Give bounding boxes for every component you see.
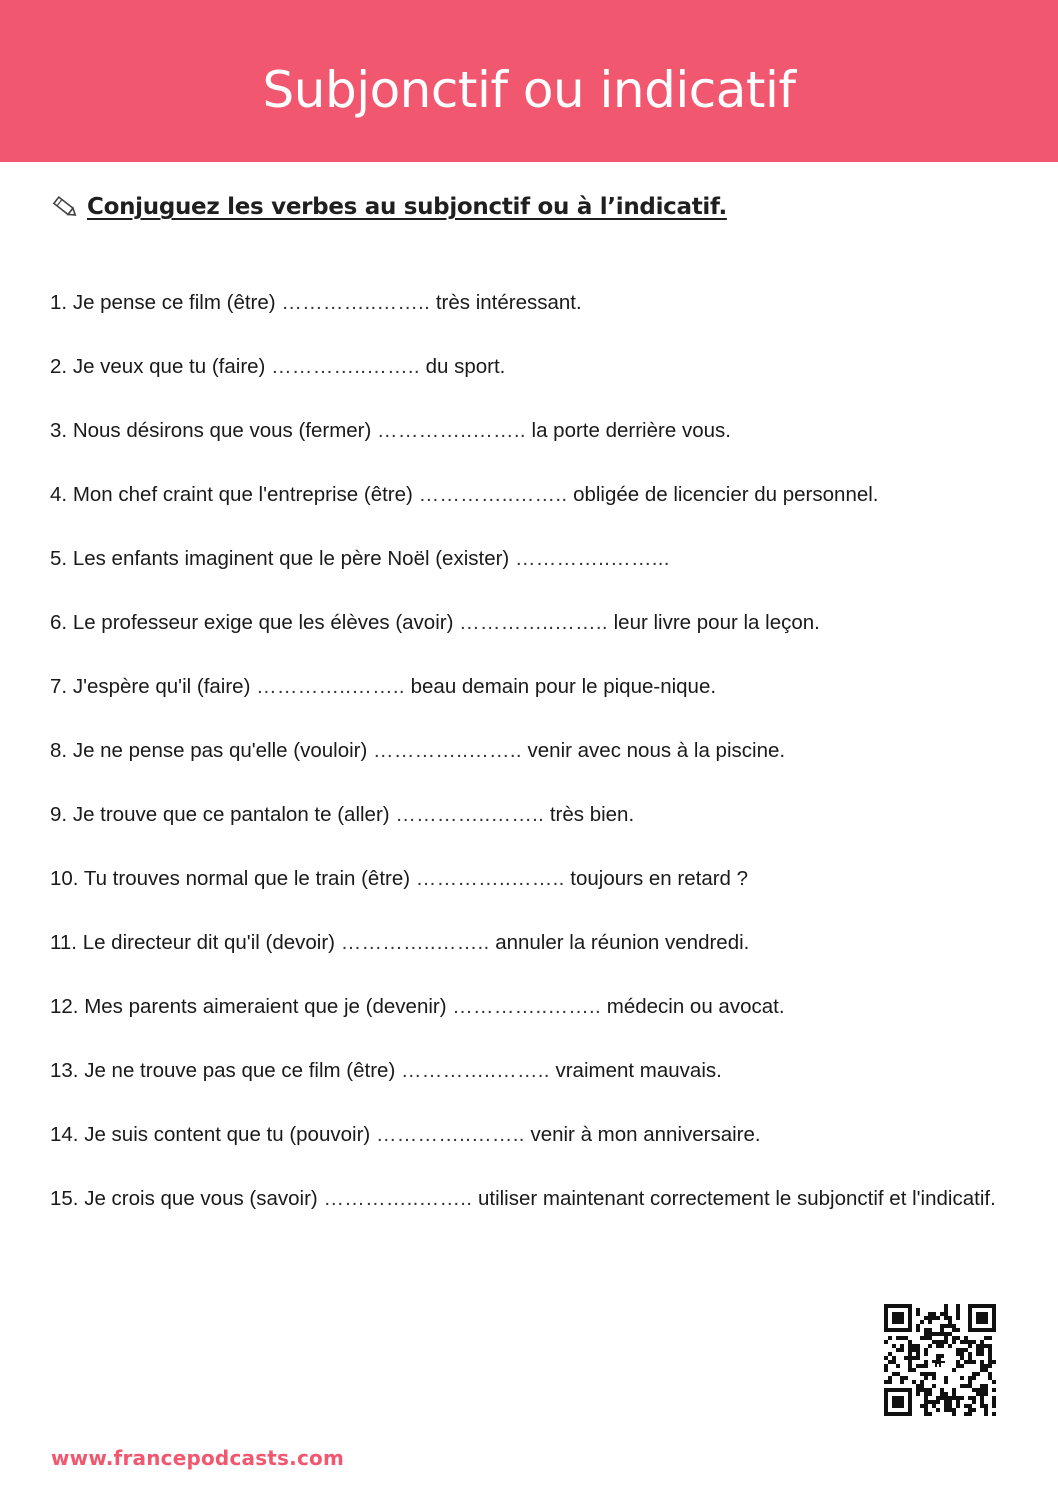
answer-blank[interactable]: …………..…….. bbox=[400, 1059, 550, 1082]
exercise-number: 14. bbox=[50, 1123, 79, 1146]
exercise-prompt: Je pense ce film (être) bbox=[72, 291, 276, 314]
qr-code-icon[interactable] bbox=[884, 1304, 996, 1416]
exercise-item bbox=[50, 538, 1015, 602]
exercise-continuation: du sport. bbox=[425, 355, 506, 378]
answer-blank[interactable]: …………..…….. bbox=[395, 803, 545, 826]
exercise-number: 2. bbox=[50, 355, 68, 378]
exercise-item bbox=[50, 794, 1015, 858]
answer-blank[interactable]: …………..……... bbox=[514, 547, 670, 570]
exercise-continuation: venir avec nous à la piscine. bbox=[527, 739, 786, 762]
exercise-prompt: Mes parents aimeraient que je (devenir) bbox=[84, 995, 447, 1018]
exercise-continuation: annuler la réunion vendredi. bbox=[495, 931, 750, 954]
answer-blank[interactable]: …………..…….. bbox=[459, 611, 608, 634]
exercise-item bbox=[50, 1050, 1015, 1114]
answer-blank[interactable]: …………..…….. bbox=[256, 675, 405, 698]
exercise-number: 5. bbox=[50, 547, 68, 570]
exercise-number: 11. bbox=[50, 931, 77, 954]
exercise-prompt: Le directeur dit qu'il (devoir) bbox=[82, 931, 335, 954]
answer-blank[interactable]: …………..…….. bbox=[373, 739, 522, 762]
exercise-item bbox=[50, 602, 1015, 666]
exercise-item bbox=[50, 922, 1015, 986]
page-title: Subjonctif ou indicatif bbox=[262, 61, 796, 119]
answer-blank[interactable]: …………..…….. bbox=[418, 483, 568, 506]
exercise-number: 10. bbox=[50, 867, 79, 890]
exercise-prompt: Je ne pense pas qu'elle (vouloir) bbox=[72, 739, 368, 762]
exercise-item bbox=[50, 474, 1015, 538]
exercise-continuation: toujours en retard ? bbox=[570, 867, 749, 890]
exercise-number: 6. bbox=[50, 611, 68, 634]
exercise-continuation: utiliser maintenant correctement le subjonctif et l'indicatif. bbox=[477, 1187, 996, 1210]
exercise-prompt: Je veux que tu (faire) bbox=[72, 355, 266, 378]
exercise-item bbox=[50, 858, 1015, 922]
exercise-prompt: Le professeur exige que les élèves (avoir) bbox=[72, 611, 454, 634]
exercise-prompt: Je suis content que tu (pouvoir) bbox=[84, 1123, 371, 1146]
answer-blank[interactable]: …………..…….. bbox=[340, 931, 490, 954]
exercise-continuation: venir à mon anniversaire. bbox=[530, 1123, 761, 1146]
exercise-item bbox=[50, 666, 1015, 730]
exercise-item bbox=[50, 730, 1015, 794]
exercise-list bbox=[50, 282, 1015, 1220]
exercise-continuation: très intéressant. bbox=[435, 291, 582, 314]
exercise-item bbox=[50, 986, 1015, 1050]
exercise-number: 13. bbox=[50, 1059, 79, 1082]
exercise-number: 15. bbox=[50, 1187, 79, 1210]
exercise-number: 9. bbox=[50, 803, 68, 826]
answer-blank[interactable]: …………..…….. bbox=[323, 1187, 473, 1210]
exercise-continuation: très bien. bbox=[549, 803, 635, 826]
exercise-continuation: vraiment mauvais. bbox=[555, 1059, 722, 1082]
website-url[interactable]: www.francepodcasts.com bbox=[51, 1446, 344, 1470]
exercise-prompt: Tu trouves normal que le train (être) bbox=[83, 867, 411, 890]
exercise-item bbox=[50, 1114, 1015, 1178]
exercise-item bbox=[50, 282, 1015, 346]
exercise-number: 7. bbox=[50, 675, 68, 698]
exercise-item bbox=[50, 1178, 1015, 1220]
exercise-prompt: Nous désirons que vous (fermer) bbox=[72, 419, 372, 442]
exercise-continuation: la porte derrière vous. bbox=[531, 419, 731, 442]
instruction bbox=[50, 190, 727, 224]
answer-blank[interactable]: …………..…….. bbox=[377, 419, 526, 442]
exercise-number: 3. bbox=[50, 419, 68, 442]
exercise-number: 8. bbox=[50, 739, 68, 762]
exercise-item bbox=[50, 346, 1015, 410]
answer-blank[interactable]: …………..…….. bbox=[271, 355, 420, 378]
exercise-continuation: médecin ou avocat. bbox=[606, 995, 785, 1018]
exercise-continuation: obligée de licencier du personnel. bbox=[573, 483, 879, 506]
pencil-icon bbox=[50, 192, 80, 222]
exercise-prompt: Je ne trouve pas que ce film (être) bbox=[84, 1059, 396, 1082]
exercise-prompt: Mon chef craint que l'entreprise (être) bbox=[72, 483, 413, 506]
exercise-prompt: J'espère qu'il (faire) bbox=[72, 675, 251, 698]
exercise-continuation: leur livre pour la leçon. bbox=[613, 611, 820, 634]
exercise-number: 12. bbox=[50, 995, 79, 1018]
exercise-number: 1. bbox=[50, 291, 68, 314]
exercise-prompt: Les enfants imaginent que le père Noël (exister) bbox=[72, 547, 510, 570]
instruction-text: Conjuguez les verbes au subjonctif ou à l’indicatif. bbox=[87, 194, 727, 220]
exercise-prompt: Je trouve que ce pantalon te (aller) bbox=[72, 803, 390, 826]
exercise-continuation: beau demain pour le pique-nique. bbox=[410, 675, 717, 698]
exercise-item bbox=[50, 410, 1015, 474]
exercise-prompt: Je crois que vous (savoir) bbox=[84, 1187, 318, 1210]
answer-blank[interactable]: …………..…….. bbox=[415, 867, 565, 890]
exercise-number: 4. bbox=[50, 483, 68, 506]
answer-blank[interactable]: …………..…….. bbox=[281, 291, 431, 314]
answer-blank[interactable]: …………..…….. bbox=[375, 1123, 525, 1146]
answer-blank[interactable]: …………..…….. bbox=[452, 995, 602, 1018]
